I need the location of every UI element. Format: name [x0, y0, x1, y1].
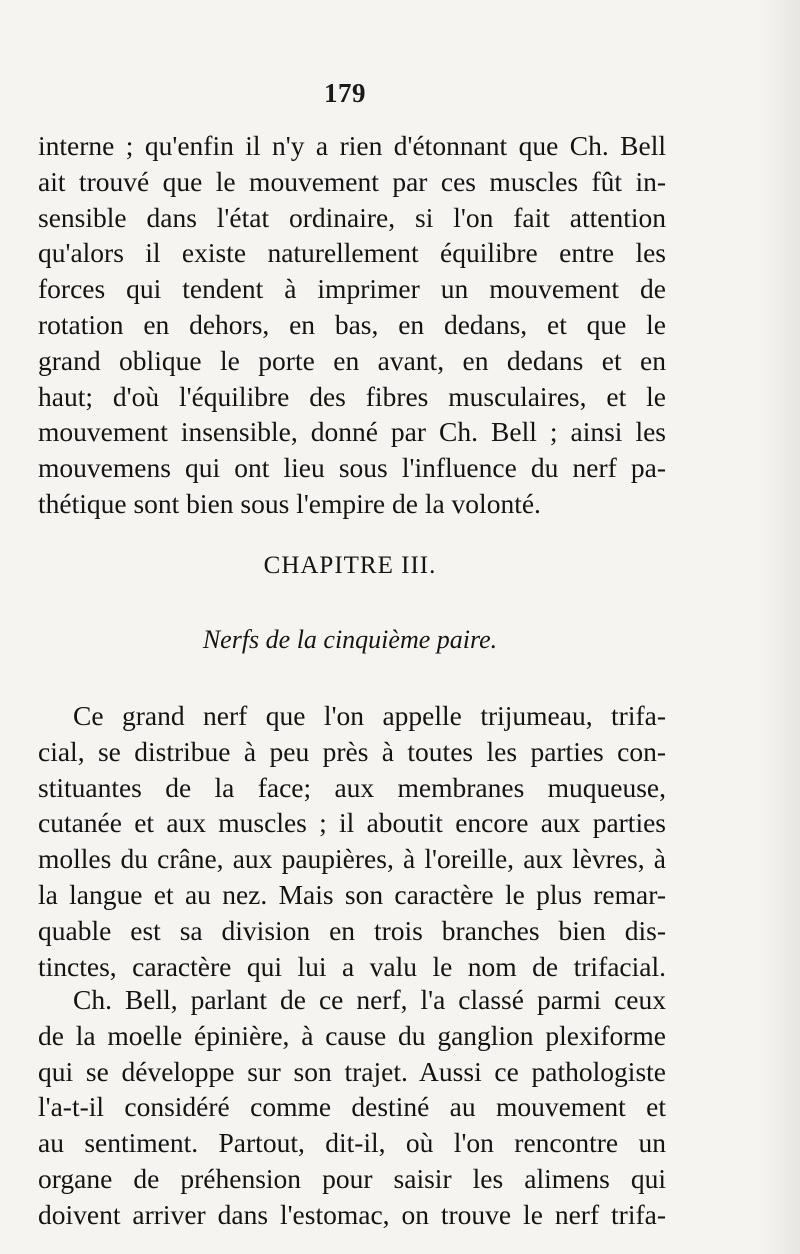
text-line: de la moelle épinière, à cause du ganglion plexiforme — [38, 1019, 666, 1051]
text-line: Ch. Bell, parlant de ce nerf, l'a classé parmi ceux — [73, 984, 666, 1015]
text-line: quable est sa division en trois branches bien dis- — [38, 914, 666, 946]
text-line: cutanée et aux muscles ; il aboutit encore aux parties — [38, 807, 666, 839]
paragraph-2 — [38, 698, 666, 984]
text-line: mouvemens qui ont lieu sous l'influence du nerf pa- — [38, 452, 666, 484]
text-line: qu'alors il existe naturellement équilibre entre les — [38, 237, 666, 269]
text-line: stituantes de la face; aux membranes muqueuse, — [38, 771, 666, 803]
text-line: thétique sont bien sous l'empire de la volonté. — [38, 487, 541, 519]
text-line: organe de préhension pour saisir les alimens qui — [38, 1162, 666, 1194]
page-edge-shadow — [760, 0, 800, 1254]
text-line: au sentiment. Partout, dit-il, où l'on rencontre un — [38, 1127, 666, 1159]
page-number: 179 — [324, 78, 366, 108]
text-line: haut; d'où l'équilibre des fibres musculaires, et le — [38, 380, 666, 412]
text-line: Ce grand nerf que l'on appelle trijumeau, trifa- — [73, 700, 666, 731]
text-line: mouvement insensible, donné par Ch. Bell ; ainsi les — [38, 416, 666, 448]
text-line: grand oblique le porte en avant, en dedans et en — [38, 344, 666, 376]
text-line: forces qui tendent à imprimer un mouvement de — [38, 273, 666, 305]
text-line: interne ; qu'enfin il n'y a rien d'étonnant que Ch. Bell — [38, 130, 666, 161]
text-line: molles du crâne, aux paupières, à l'oreille, aux lèvres, à — [38, 843, 666, 875]
text-line: qui se développe sur son trajet. Aussi ce pathologiste — [38, 1055, 666, 1087]
text-line: cial, se distribue à peu près à toutes les parties con- — [38, 735, 666, 767]
text-line: la langue et au nez. Mais son caractère le plus remar- — [38, 878, 666, 910]
text-line: doivent arriver dans l'estomac, on trouve le nerf trifa- — [38, 1198, 666, 1230]
text-line: ait trouvé que le mouvement par ces muscles fût in- — [38, 165, 666, 197]
paragraph-1 — [38, 128, 666, 522]
paragraph-3 — [38, 982, 666, 1233]
section-title: Nerfs de la cinquième paire. — [202, 625, 498, 654]
chapter-title: CHAPITRE III. — [263, 552, 437, 579]
text-line: sensible dans l'état ordinaire, si l'on fait attention — [38, 201, 666, 233]
text-line: l'a-t-il considéré comme destiné au mouvement et — [38, 1091, 666, 1123]
text-line: rotation en dehors, en bas, en dedans, et que le — [38, 308, 666, 340]
text-line: tinctes, caractère qui lui a valu le nom de trifacial. — [38, 950, 666, 982]
